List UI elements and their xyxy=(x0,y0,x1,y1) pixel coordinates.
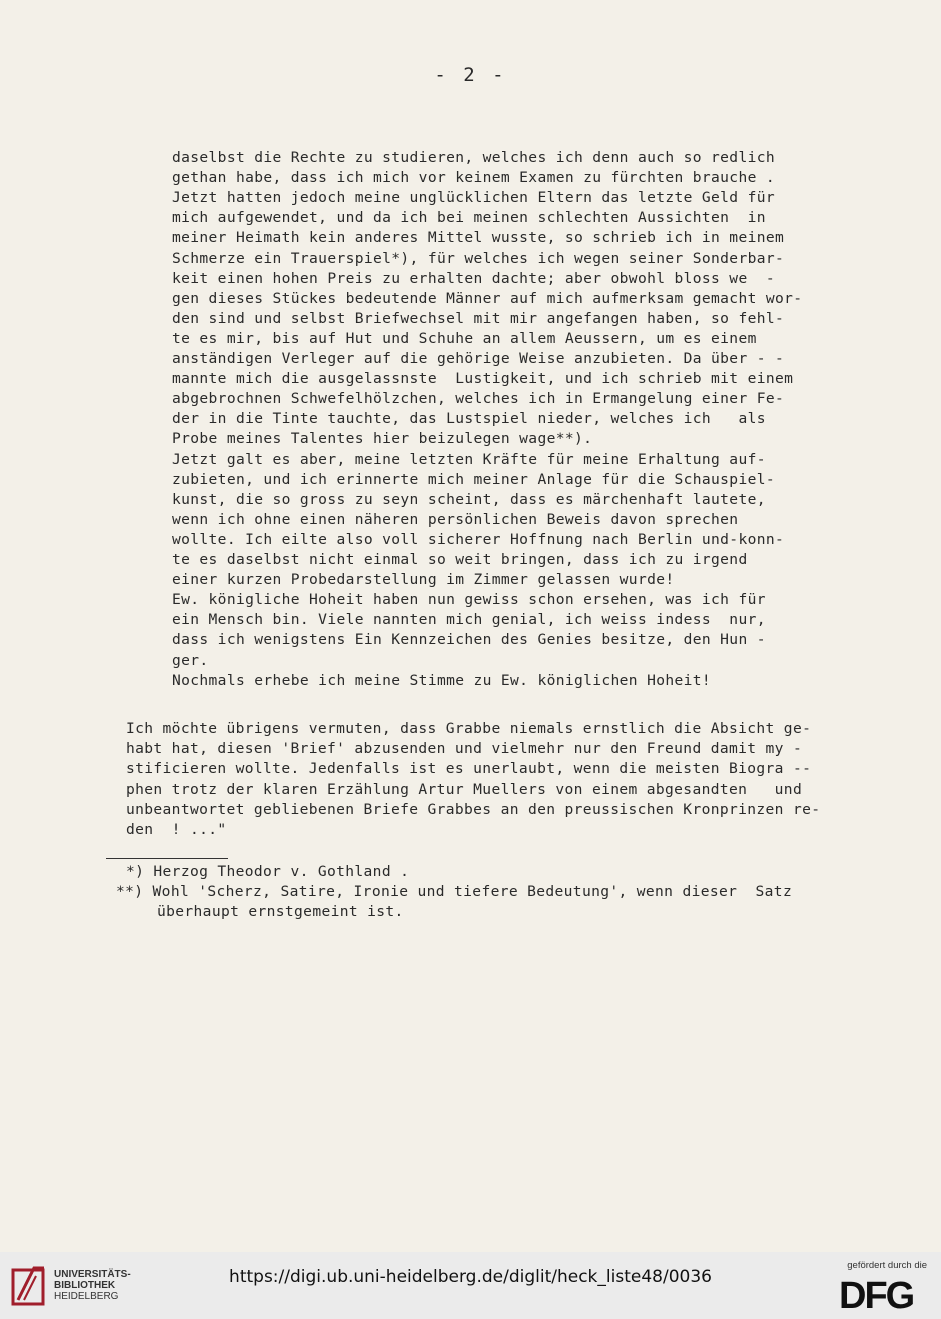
text-line: keit einen hohen Preis zu erhalten dachte; aber obwohl bloss we - xyxy=(172,269,775,287)
text-line: Probe meines Talentes hier beizulegen wage**). xyxy=(172,430,593,448)
text-line: anständigen Verleger auf die gehörige Weise anzubieten. Da über - - xyxy=(172,350,785,367)
text-line: Ich möchte übrigens vermuten, dass Grabbe niemals ernstlich die Absicht ge- xyxy=(126,720,812,737)
text-line: ein Mensch bin. Viele nannten mich genial, ich weiss indess nur, xyxy=(172,611,766,629)
text-line: unbeantwortet gebliebenen Briefe Grabbes an den preussischen Kronprinzen re- xyxy=(126,800,821,818)
text-line: abgebrochnen Schwefelhölzchen, welches ich in Ermangelung einer Fe- xyxy=(172,390,785,408)
footnote-divider xyxy=(106,858,228,859)
text-line: meiner Heimath kein anderes Mittel wusste, so schrieb ich in meinem xyxy=(172,229,785,247)
text-line: habt hat, diesen 'Brief' abzusenden und vielmehr nur den Freund damit my - xyxy=(126,740,803,758)
uni-name-line-3: HEIDELBERG xyxy=(54,1291,119,1302)
text-line: Ew. königliche Hoheit haben nun gewiss schon ersehen, was ich für xyxy=(172,591,766,609)
text-line: te es daselbst nicht einmal so weit bringen, dass ich zu irgend xyxy=(172,551,748,568)
text-line: Jetzt galt es aber, meine letzten Kräfte für meine Erhaltung auf- xyxy=(172,450,766,468)
text-line: der in die Tinte tauchte, das Lustspiel nieder, welches ich als xyxy=(172,410,766,428)
footnote-1: *) Herzog Theodor v. Gothland . xyxy=(126,863,410,880)
footnote-2-continuation: überhaupt ernstgemeint ist. xyxy=(157,903,404,920)
text-line: dass ich wenigstens Ein Kennzeichen des Genies besitze, den Hun - xyxy=(172,631,766,649)
footnote-2: **) Wohl 'Scherz, Satire, Ironie und tiefere Bedeutung', wenn dieser Satz xyxy=(116,883,793,900)
text-line: Nochmals erhebe ich meine Stimme zu Ew. königlichen Hoheit! xyxy=(172,671,712,689)
text-line: Jetzt hatten jedoch meine unglücklichen Eltern das letzte Geld für xyxy=(172,189,775,207)
text-line: mannte mich die ausgelassnste Lustigkeit, und ich schrieb mit einem xyxy=(172,370,794,388)
dfg-logo-icon[interactable] xyxy=(839,1277,927,1311)
text-line: gethan habe, dass ich mich vor keinem Examen zu fürchten brauche . xyxy=(172,169,775,187)
text-line: te es mir, bis auf Hut und Schuhe an allem Aeussern, um es einem xyxy=(172,329,757,347)
text-line: daselbst die Rechte zu studieren, welches ich denn auch so redlich xyxy=(172,149,775,166)
text-line: stificieren wollte. Jedenfalls ist es unerlaubt, wenn die meisten Biogra -- xyxy=(126,760,812,778)
uni-name-line-1: UNIVERSITÄTS- xyxy=(54,1269,131,1280)
text-line: phen trotz der klaren Erzählung Artur Muellers von einem abgesandten und xyxy=(126,780,803,798)
text-line: zubieten, und ich erinnerte mich meiner Anlage für die Schauspiel- xyxy=(172,470,775,488)
uni-name-line-2: BIBLIOTHEK xyxy=(54,1280,116,1291)
dfg-logo-text: DFG xyxy=(839,1277,914,1311)
page-number: - 2 - xyxy=(434,64,507,86)
text-line: den ! ..." xyxy=(126,821,227,838)
text-line: kunst, die so gross zu seyn scheint, dass es märchenhaft lautete, xyxy=(172,490,766,508)
text-line: gen dieses Stückes bedeutende Männer auf mich aufmerksam gemacht wor- xyxy=(172,289,803,307)
document-url[interactable]: https://digi.ub.uni-heidelberg.de/diglit/heck_liste48/0036 xyxy=(229,1267,712,1287)
funded-by-label: gefördert durch die xyxy=(847,1260,927,1271)
viewer-footer xyxy=(0,1252,941,1319)
text-line: wollte. Ich eilte also voll sicherer Hoffnung nach Berlin und-konn- xyxy=(172,530,785,548)
text-line: einer kurzen Probedarstellung im Zimmer gelassen wurde! xyxy=(172,571,675,589)
text-line: mich aufgewendet, und da ich bei meinen schlechten Aussichten in xyxy=(172,209,766,227)
text-line: wenn ich ohne einen näheren persönlichen Beweis davon sprechen xyxy=(172,510,739,528)
text-line: den sind und selbst Briefwechsel mit mir angefangen haben, so fehl- xyxy=(172,309,785,327)
text-line: ger. xyxy=(172,651,209,669)
text-line: Schmerze ein Trauerspiel*), für welches ich wegen seiner Sonderbar- xyxy=(172,249,785,267)
